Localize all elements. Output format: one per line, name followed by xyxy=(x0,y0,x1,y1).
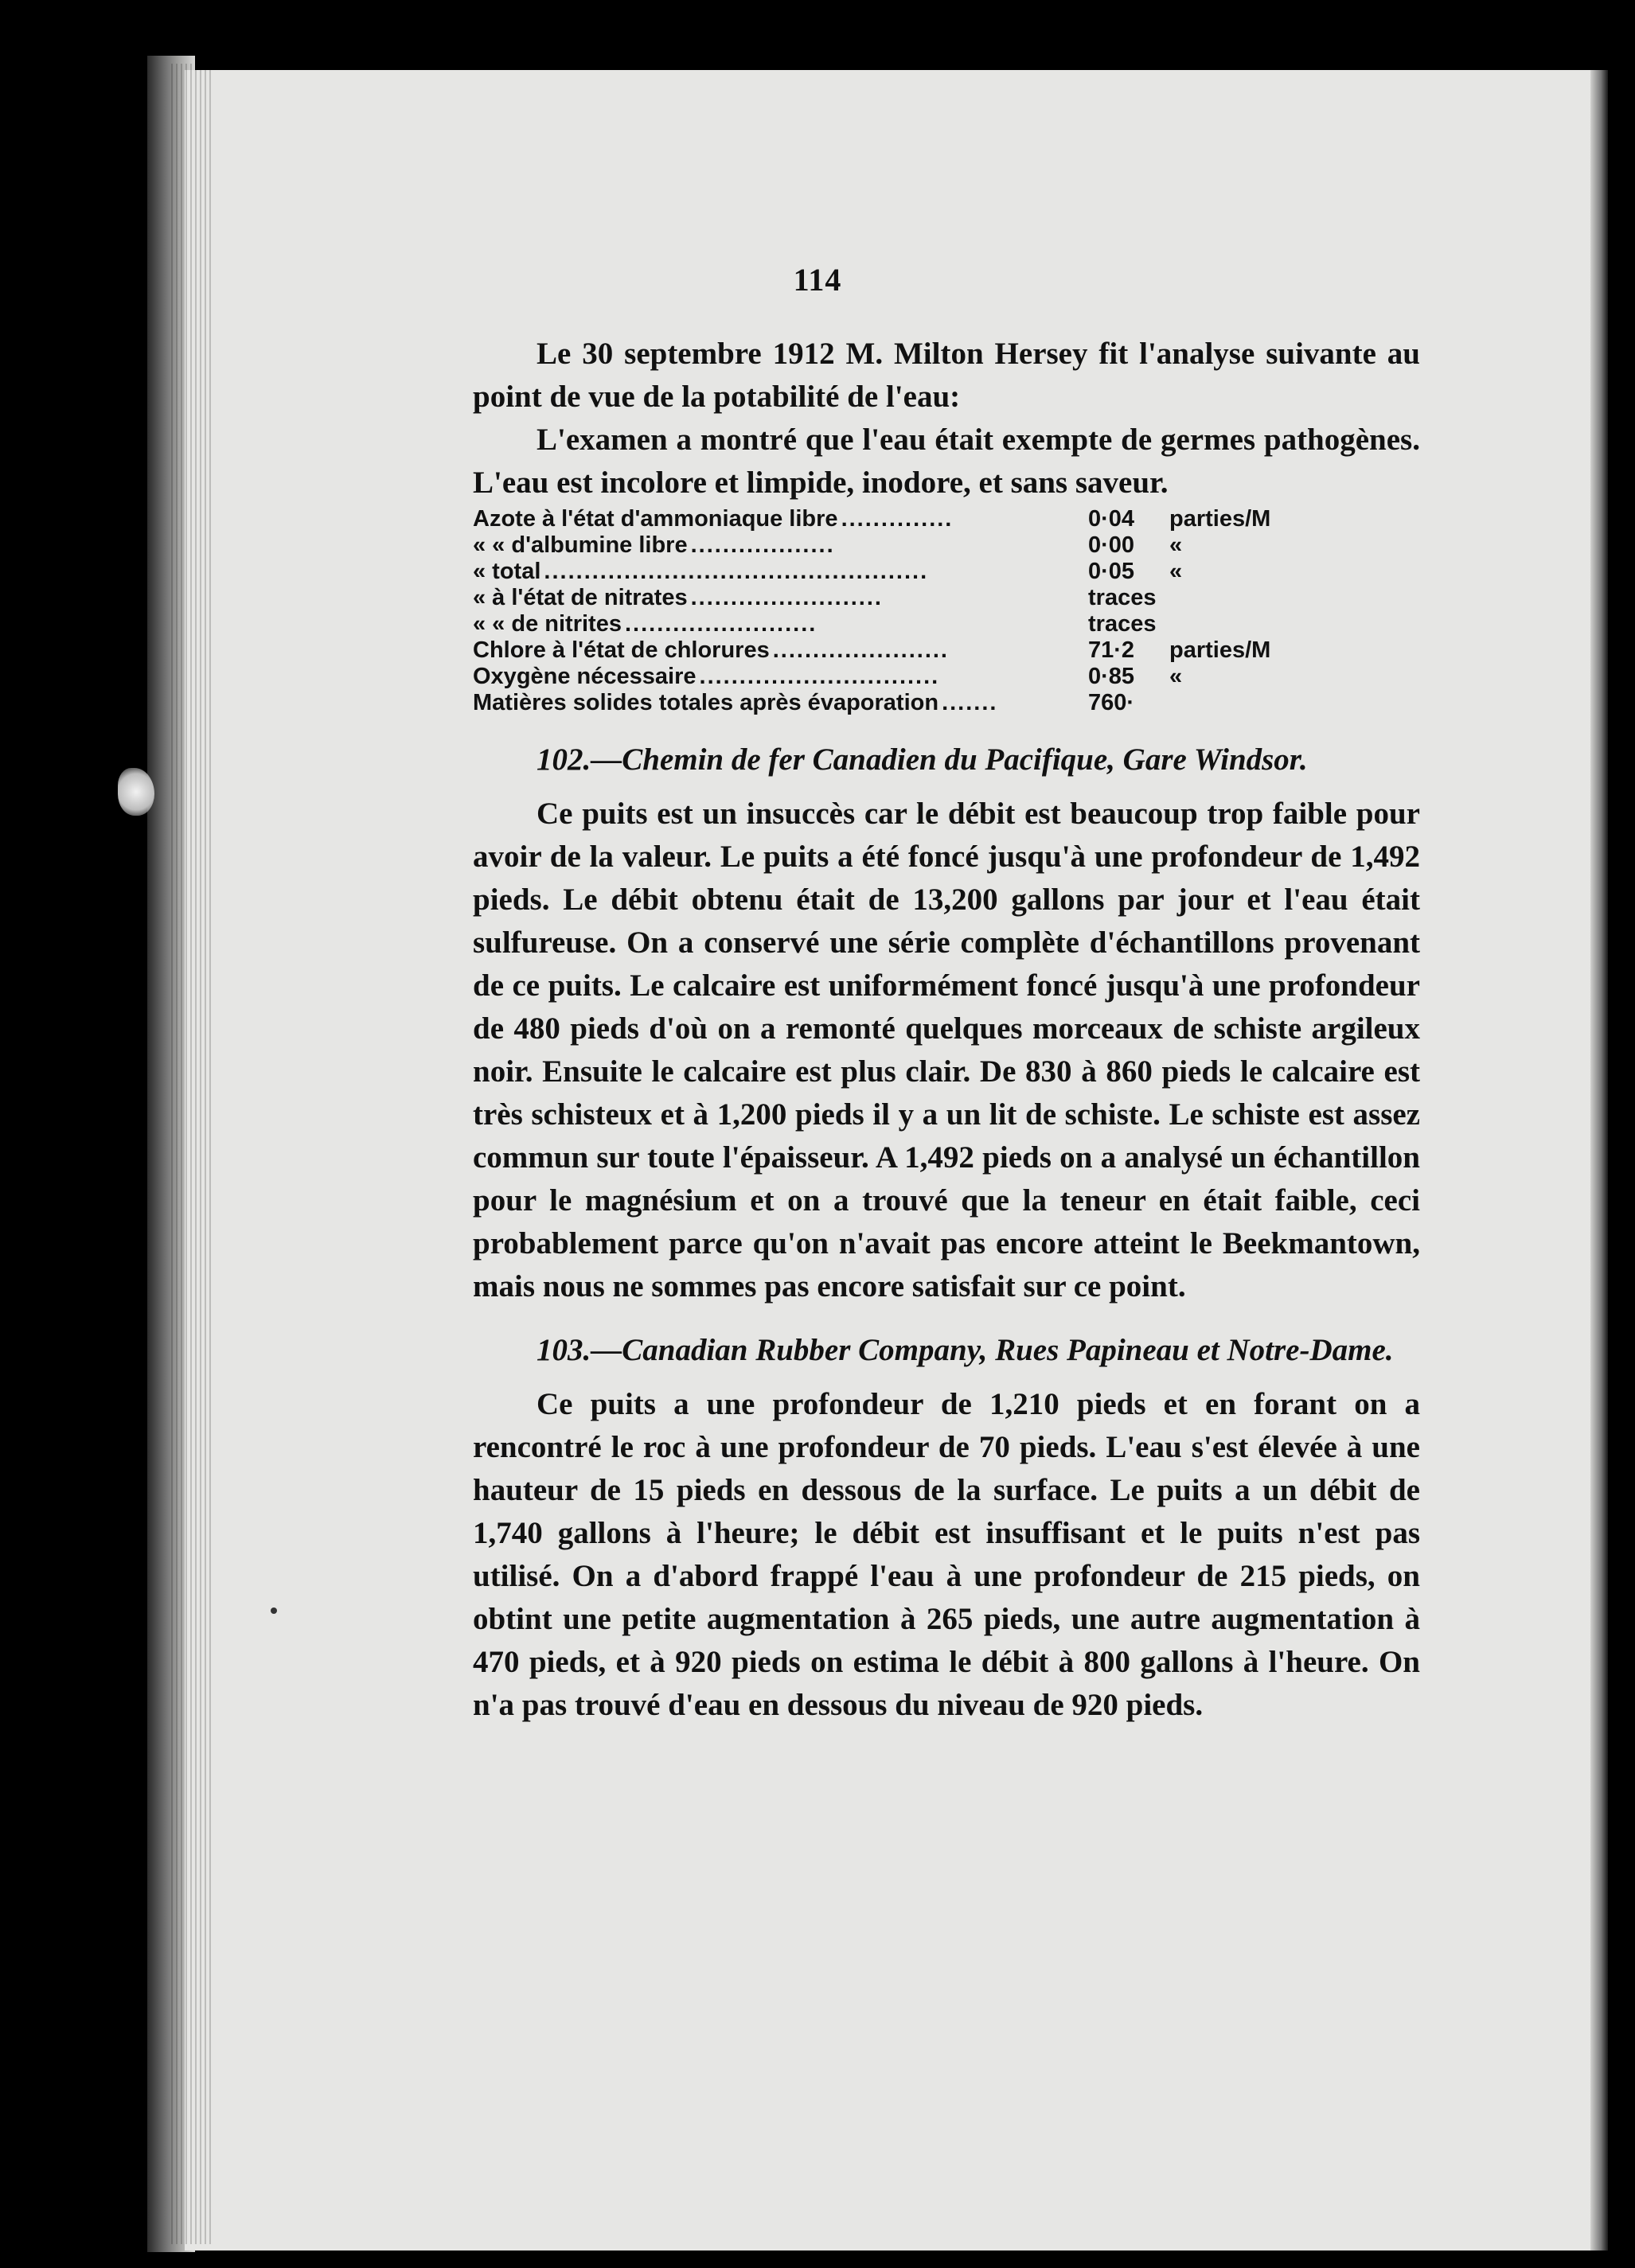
scan-dot xyxy=(271,1607,277,1614)
analysis-table xyxy=(473,506,1420,716)
analysis-label: Azote à l'état d'ammoniaque libre xyxy=(473,506,838,532)
gutter-texture xyxy=(171,64,211,2244)
analysis-label: Chlore à l'état de chlorures xyxy=(473,637,770,663)
analysis-unit: « xyxy=(1169,664,1183,689)
analysis-label: « à l'état de nitrates xyxy=(473,585,688,610)
analysis-value: 0·85 xyxy=(1088,664,1135,689)
analysis-row xyxy=(473,664,1420,690)
leader-dots: .............. xyxy=(841,506,954,532)
analysis-row xyxy=(473,585,1420,611)
page-number: 114 xyxy=(793,262,842,298)
analysis-row xyxy=(473,559,1420,585)
analysis-value: 0·05 xyxy=(1088,559,1135,584)
analysis-label: « « de nitrites xyxy=(473,611,622,637)
page-right-edge xyxy=(1590,70,1608,2250)
analysis-unit: parties/M xyxy=(1169,506,1271,532)
leader-dots: ................................................ xyxy=(544,559,929,584)
analysis-row xyxy=(473,611,1420,637)
intro-paragraph-2: L'examen a montré que l'eau était exempte de germes pathogènes. L'eau est incolore et limpide, inodore, et sans saveur. xyxy=(473,423,1420,500)
intro-paragraph-1: Le 30 septembre 1912 M. Milton Hersey fit l'analyse suivante au point de vue de la potabilité de l'eau: xyxy=(473,337,1420,414)
section-102-heading: 102.—Chemin de fer Canadien du Pacifique, Gare Windsor. xyxy=(537,742,1308,777)
analysis-label: Matières solides totales après évaporation xyxy=(473,690,939,715)
leader-dots: .............................. xyxy=(699,664,940,689)
section-103-body: Ce puits a une profondeur de 1,210 pieds et en forant on a rencontré le roc à une profondeur de 70 pieds. L'eau s'est élevée à une hauteur de 15 pieds en dessous de la surface. Le puits a un débit de 1,740 gallons à l'heure; le débit est insuffisant et le puits n'est pas utilisé. On a d'abord frappé l'eau à une profondeur de 215 pieds, on obtint une petite augmentation à 265 pieds, une autre augmentation à 470 pieds, et à 920 pieds on estima le débit à 800 gallons à l'heure. On n'a pas trouvé d'eau en dessous du niveau de 920 pieds. xyxy=(473,1387,1420,1722)
analysis-row xyxy=(473,532,1420,559)
analysis-value: 0·04 xyxy=(1088,506,1135,532)
analysis-label: « « d'albumine libre xyxy=(473,532,688,558)
analysis-value: traces xyxy=(1088,611,1157,637)
section-102-body: Ce puits est un insuccès car le débit est beaucoup trop faible pour avoir de la valeur. Le puits a été foncé jusqu'à une profondeur de 1,492 pieds. Le débit obtenu était de 13,200 gallons par jour et l'eau était sulfureuse. On a conservé une série complète d'échantillons provenant de ce puits. Le calcaire est uniformément foncé jusqu'à une profondeur de 480 pieds d'où on a remonté quelques morceaux de schiste argileux noir. Ensuite le calcaire est plus clair. De 830 à 860 pieds le calcaire est très schisteux et à 1,200 pieds il y a un lit de schiste. Le schiste est assez commun sur toute l'épaisseur. A 1,492 pieds on a analysé un échantillon pour le magnésium et on a trouvé que la teneur en était faible, ceci probablement parce qu'on n'avait pas encore atteint le Beekmantown, mais nous ne sommes pas encore satisfait sur ce point. xyxy=(473,797,1420,1304)
analysis-unit: « xyxy=(1169,559,1183,584)
leader-dots: ........................ xyxy=(690,585,883,610)
analysis-value: 71·2 xyxy=(1088,637,1135,663)
leader-dots: ....... xyxy=(942,690,998,715)
leader-dots: ...................... xyxy=(772,637,949,663)
analysis-value: 0·00 xyxy=(1088,532,1135,558)
leader-dots: ........................ xyxy=(624,611,818,637)
analysis-unit: « xyxy=(1169,532,1183,558)
page-body xyxy=(473,333,1420,1727)
analysis-value: 760· xyxy=(1088,690,1135,715)
analysis-row xyxy=(473,637,1420,664)
analysis-row xyxy=(473,506,1420,532)
section-103-heading: 103.—Canadian Rubber Company, Rues Papineau et Notre-Dame. xyxy=(537,1333,1394,1367)
leader-dots: .................. xyxy=(690,532,835,558)
analysis-label: Oxygène nécessaire xyxy=(473,664,697,689)
analysis-value: traces xyxy=(1088,585,1157,610)
analysis-label: « total xyxy=(473,559,541,584)
analysis-unit: parties/M xyxy=(1169,637,1271,663)
analysis-row xyxy=(473,690,1420,716)
